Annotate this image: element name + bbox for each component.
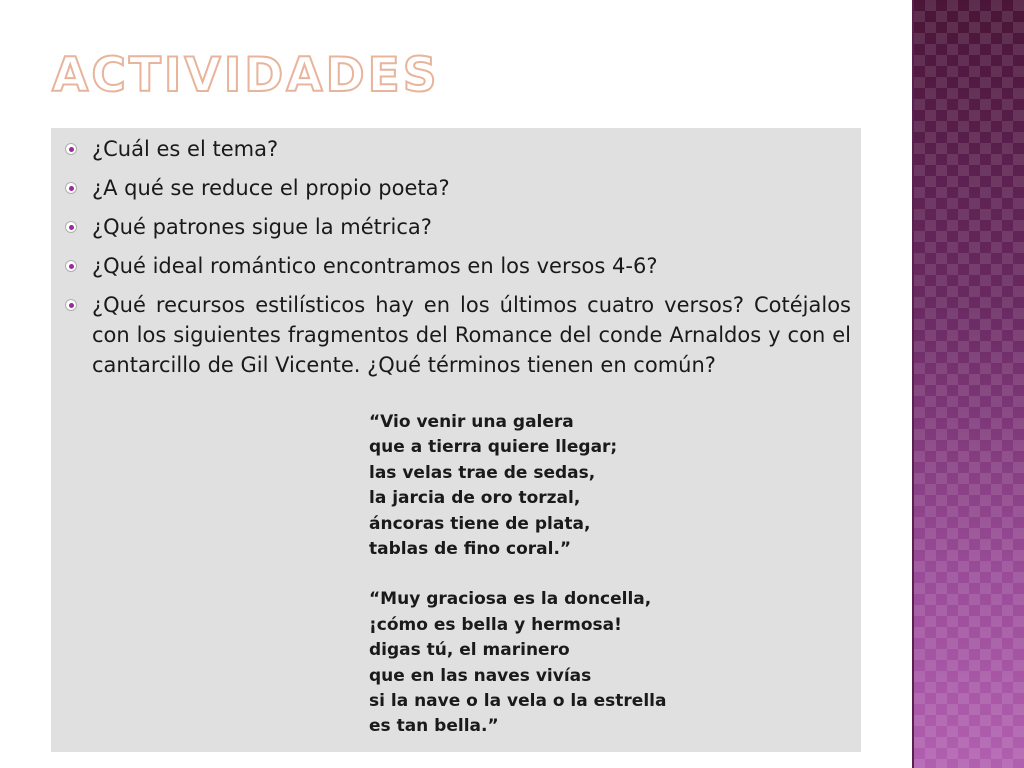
slide-title: ACTIVIDADES [52, 48, 440, 103]
verse-line: “Muy graciosa es la doncella, [369, 589, 652, 610]
verse-line: áncoras tiene de plata, [369, 513, 591, 534]
gil-vicente-stanza [369, 587, 666, 739]
verse-line: que a tierra quiere llegar; [369, 437, 618, 458]
question-text: ¿Cuál es el tema? [92, 137, 279, 161]
question-text: ¿Qué recursos estilísticos hay en los últimos cuatro versos? Cotéjalos con los siguientes fragmentos del Romance del conde Arnaldos y con el cantarcillo de Gil Vicente. ¿Qué términos tienen en común? [92, 293, 851, 377]
question-text: ¿Qué ideal romántico encontramos en los versos 4-6? [92, 254, 658, 278]
question-item [51, 212, 861, 242]
verse-line: la jarcia de oro torzal, [369, 488, 581, 509]
verse-line: tablas de fino coral.” [369, 539, 572, 560]
romance-conde-arnaldos-stanza [369, 410, 666, 562]
verse-line: ¡cómo es bella y hermosa! [369, 614, 622, 635]
verse-line: si la nave o la vela o la estrella [369, 691, 667, 712]
verse-line: digas tú, el marinero [369, 640, 570, 661]
circle-dot-bullet-icon [65, 182, 77, 194]
content-box [51, 128, 861, 752]
question-list [51, 134, 861, 389]
verse-line: que en las naves vivías [369, 665, 592, 686]
decorative-side-panel [912, 0, 1024, 768]
circle-dot-bullet-icon [65, 299, 77, 311]
poem-fragments [369, 410, 666, 740]
verse-line: “Vio venir una galera [369, 412, 574, 432]
verse-line: las velas trae de sedas, [369, 462, 596, 483]
question-item [51, 290, 861, 380]
circle-dot-bullet-icon [65, 143, 77, 155]
circle-dot-bullet-icon [65, 221, 77, 233]
circle-dot-bullet-icon [65, 260, 77, 272]
question-text: ¿Qué patrones sigue la métrica? [92, 215, 432, 239]
question-text: ¿A qué se reduce el propio poeta? [92, 176, 450, 200]
question-item [51, 173, 861, 203]
verse-line: es tan bella.” [369, 716, 499, 737]
question-item [51, 251, 861, 281]
question-item [51, 134, 861, 164]
